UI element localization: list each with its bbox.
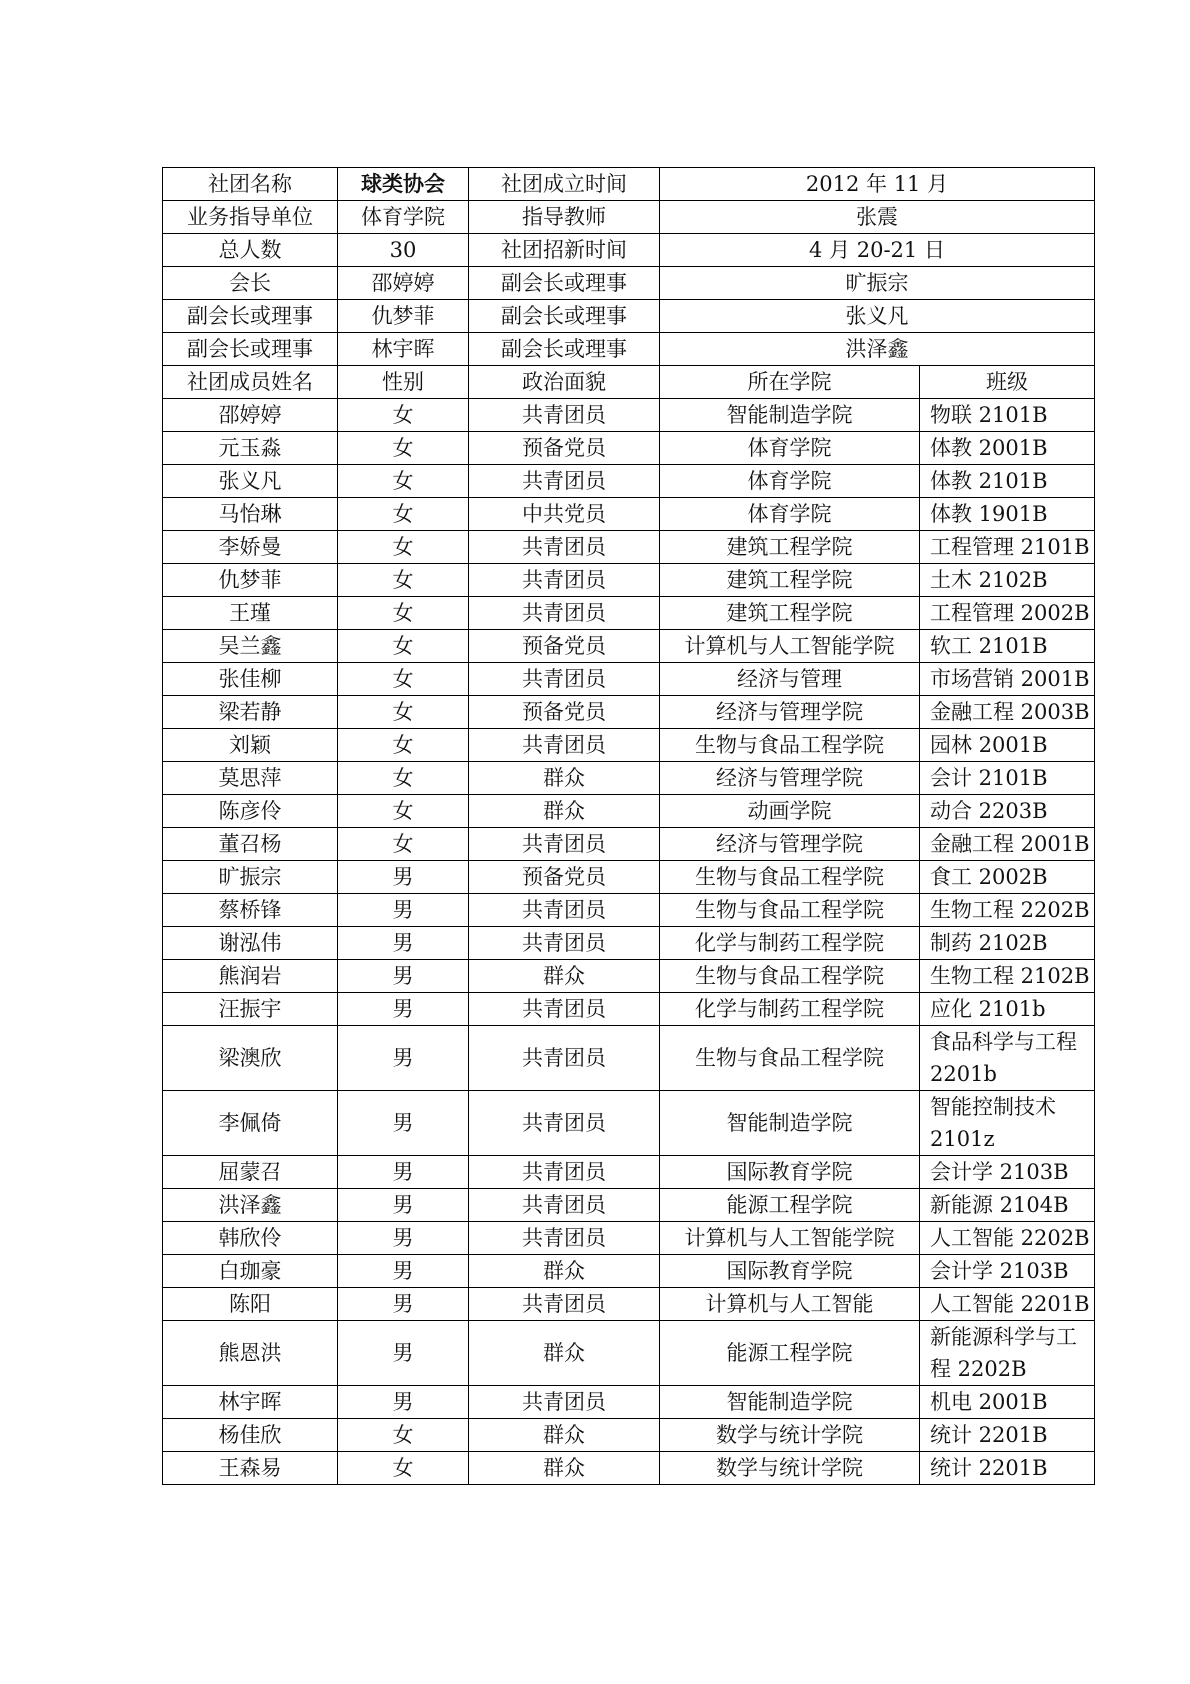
cell-gender: 女	[338, 1419, 469, 1452]
value-founded: 2012 年 11 月	[660, 168, 1095, 201]
info-row-club-name	[163, 168, 1095, 201]
cell-class: 新能源科学与工程 2202B	[920, 1321, 1095, 1386]
cell-name: 元玉淼	[163, 432, 338, 465]
cell-name: 董召杨	[163, 828, 338, 861]
cell-college: 国际教育学院	[660, 1255, 920, 1288]
cell-name: 邵婷婷	[163, 399, 338, 432]
cell-politics: 共青团员	[469, 663, 660, 696]
member-header-row	[163, 366, 1095, 399]
cell-class: 金融工程 2001B	[920, 828, 1095, 861]
info-row-unit	[163, 201, 1095, 234]
table-row	[163, 828, 1095, 861]
cell-name: 刘颖	[163, 729, 338, 762]
cell-college: 经济与管理学院	[660, 828, 920, 861]
cell-politics: 预备党员	[469, 432, 660, 465]
cell-college: 化学与制药工程学院	[660, 927, 920, 960]
label-vice-president: 副会长或理事	[469, 333, 660, 366]
cell-politics: 共青团员	[469, 1189, 660, 1222]
cell-name: 旷振宗	[163, 861, 338, 894]
table-row	[163, 696, 1095, 729]
table-row	[163, 564, 1095, 597]
value-vice-president: 旷振宗	[660, 267, 1095, 300]
cell-name: 梁若静	[163, 696, 338, 729]
cell-class: 会计学 2103B	[920, 1156, 1095, 1189]
cell-class: 智能控制技术 2101z	[920, 1091, 1095, 1156]
cell-politics: 预备党员	[469, 861, 660, 894]
cell-politics: 群众	[469, 1255, 660, 1288]
cell-politics: 共青团员	[469, 399, 660, 432]
column-header-politics: 政治面貌	[469, 366, 660, 399]
cell-politics: 共青团员	[469, 597, 660, 630]
cell-class: 金融工程 2003B	[920, 696, 1095, 729]
cell-gender: 女	[338, 729, 469, 762]
cell-class: 食工 2002B	[920, 861, 1095, 894]
cell-college: 经济与管理学院	[660, 696, 920, 729]
table-row	[163, 1189, 1095, 1222]
table-row	[163, 1091, 1095, 1156]
cell-politics: 共青团员	[469, 927, 660, 960]
table-row	[163, 960, 1095, 993]
table-row	[163, 663, 1095, 696]
cell-name: 杨佳欣	[163, 1419, 338, 1452]
cell-college: 动画学院	[660, 795, 920, 828]
cell-gender: 男	[338, 993, 469, 1026]
table-row	[163, 762, 1095, 795]
cell-gender: 女	[338, 630, 469, 663]
label-founded: 社团成立时间	[469, 168, 660, 201]
cell-name: 汪振宇	[163, 993, 338, 1026]
cell-gender: 女	[338, 465, 469, 498]
value-president: 邵婷婷	[338, 267, 469, 300]
cell-college: 计算机与人工智能	[660, 1288, 920, 1321]
cell-name: 仇梦菲	[163, 564, 338, 597]
cell-politics: 共青团员	[469, 1156, 660, 1189]
cell-gender: 男	[338, 1321, 469, 1386]
cell-class: 生物工程 2202B	[920, 894, 1095, 927]
cell-class: 土木 2102B	[920, 564, 1095, 597]
cell-politics: 群众	[469, 960, 660, 993]
cell-class: 机电 2001B	[920, 1386, 1095, 1419]
cell-class: 市场营销 2001B	[920, 663, 1095, 696]
table-row	[163, 1419, 1095, 1452]
table-row	[163, 1288, 1095, 1321]
value-total-members: 30	[338, 234, 469, 267]
cell-gender: 女	[338, 432, 469, 465]
label-vice-president: 副会长或理事	[163, 333, 338, 366]
cell-name: 李佩倚	[163, 1091, 338, 1156]
cell-college: 国际教育学院	[660, 1156, 920, 1189]
cell-politics: 群众	[469, 795, 660, 828]
value-vice-right: 洪泽鑫	[660, 333, 1095, 366]
cell-college: 智能制造学院	[660, 1386, 920, 1419]
value-vice-right: 张义凡	[660, 300, 1095, 333]
cell-college: 数学与统计学院	[660, 1419, 920, 1452]
cell-college: 能源工程学院	[660, 1321, 920, 1386]
value-advisor: 张震	[660, 201, 1095, 234]
info-row-president	[163, 267, 1095, 300]
cell-college: 经济与管理	[660, 663, 920, 696]
table-row	[163, 1222, 1095, 1255]
cell-name: 谢泓伟	[163, 927, 338, 960]
cell-name: 林宇晖	[163, 1386, 338, 1419]
cell-class: 统计 2201B	[920, 1419, 1095, 1452]
cell-name: 韩欣伶	[163, 1222, 338, 1255]
cell-gender: 男	[338, 1091, 469, 1156]
cell-college: 生物与食品工程学院	[660, 729, 920, 762]
cell-politics: 共青团员	[469, 1026, 660, 1091]
cell-politics: 中共党员	[469, 498, 660, 531]
cell-gender: 女	[338, 1452, 469, 1485]
cell-name: 李娇曼	[163, 531, 338, 564]
cell-class: 工程管理 2002B	[920, 597, 1095, 630]
cell-name: 蔡桥锋	[163, 894, 338, 927]
cell-politics: 共青团员	[469, 1386, 660, 1419]
cell-class: 体教 2001B	[920, 432, 1095, 465]
cell-name: 屈蒙召	[163, 1156, 338, 1189]
value-guidance-unit: 体育学院	[338, 201, 469, 234]
cell-politics: 共青团员	[469, 531, 660, 564]
cell-gender: 女	[338, 564, 469, 597]
cell-gender: 女	[338, 795, 469, 828]
cell-class: 制药 2102B	[920, 927, 1095, 960]
cell-name: 梁澳欣	[163, 1026, 338, 1091]
cell-gender: 女	[338, 696, 469, 729]
info-row-vice-2	[163, 333, 1095, 366]
cell-gender: 男	[338, 1189, 469, 1222]
table-row	[163, 894, 1095, 927]
cell-gender: 女	[338, 531, 469, 564]
cell-college: 经济与管理学院	[660, 762, 920, 795]
cell-politics: 共青团员	[469, 993, 660, 1026]
cell-politics: 共青团员	[469, 564, 660, 597]
cell-class: 物联 2101B	[920, 399, 1095, 432]
label-club-name: 社团名称	[163, 168, 338, 201]
cell-college: 生物与食品工程学院	[660, 861, 920, 894]
column-header-gender: 性别	[338, 366, 469, 399]
cell-class: 新能源 2104B	[920, 1189, 1095, 1222]
cell-college: 建筑工程学院	[660, 531, 920, 564]
cell-politics: 共青团员	[469, 465, 660, 498]
table-row	[163, 1026, 1095, 1091]
table-row	[163, 1321, 1095, 1386]
cell-gender: 女	[338, 828, 469, 861]
table-row	[163, 1255, 1095, 1288]
value-vice-left: 林宇晖	[338, 333, 469, 366]
cell-gender: 女	[338, 597, 469, 630]
cell-name: 吴兰鑫	[163, 630, 338, 663]
cell-college: 体育学院	[660, 498, 920, 531]
cell-college: 智能制造学院	[660, 399, 920, 432]
label-vice-president: 副会长或理事	[469, 300, 660, 333]
cell-gender: 女	[338, 663, 469, 696]
cell-class: 工程管理 2101B	[920, 531, 1095, 564]
cell-name: 王瑾	[163, 597, 338, 630]
cell-gender: 男	[338, 861, 469, 894]
cell-politics: 群众	[469, 1419, 660, 1452]
label-advisor: 指导教师	[469, 201, 660, 234]
cell-class: 会计 2101B	[920, 762, 1095, 795]
cell-politics: 共青团员	[469, 828, 660, 861]
cell-gender: 女	[338, 399, 469, 432]
column-header-class: 班级	[920, 366, 1095, 399]
info-row-vice-1	[163, 300, 1095, 333]
cell-class: 体教 1901B	[920, 498, 1095, 531]
table-row	[163, 993, 1095, 1026]
value-vice-left: 仇梦菲	[338, 300, 469, 333]
table-row	[163, 531, 1095, 564]
cell-politics: 预备党员	[469, 696, 660, 729]
cell-gender: 男	[338, 1026, 469, 1091]
cell-politics: 共青团员	[469, 1222, 660, 1255]
cell-name: 陈彦伶	[163, 795, 338, 828]
cell-gender: 女	[338, 762, 469, 795]
table-row	[163, 927, 1095, 960]
cell-name: 马怡琳	[163, 498, 338, 531]
value-club-name: 球类协会	[338, 168, 469, 201]
value-recruit-time: 4 月 20-21 日	[660, 234, 1095, 267]
cell-gender: 男	[338, 1156, 469, 1189]
cell-politics: 群众	[469, 1452, 660, 1485]
label-recruit-time: 社团招新时间	[469, 234, 660, 267]
cell-name: 白珈豪	[163, 1255, 338, 1288]
cell-class: 体教 2101B	[920, 465, 1095, 498]
cell-college: 智能制造学院	[660, 1091, 920, 1156]
label-vice-president: 副会长或理事	[163, 300, 338, 333]
cell-college: 能源工程学院	[660, 1189, 920, 1222]
table-row	[163, 498, 1095, 531]
table-row	[163, 465, 1095, 498]
label-vice-president: 副会长或理事	[469, 267, 660, 300]
label-president: 会长	[163, 267, 338, 300]
cell-politics: 群众	[469, 1321, 660, 1386]
cell-gender: 男	[338, 894, 469, 927]
cell-class: 园林 2001B	[920, 729, 1095, 762]
cell-college: 计算机与人工智能学院	[660, 630, 920, 663]
cell-name: 莫思萍	[163, 762, 338, 795]
table-row	[163, 861, 1095, 894]
cell-name: 洪泽鑫	[163, 1189, 338, 1222]
cell-college: 计算机与人工智能学院	[660, 1222, 920, 1255]
cell-college: 生物与食品工程学院	[660, 894, 920, 927]
cell-class: 统计 2201B	[920, 1452, 1095, 1485]
info-row-total	[163, 234, 1095, 267]
cell-name: 熊润岩	[163, 960, 338, 993]
cell-gender: 男	[338, 1222, 469, 1255]
cell-gender: 男	[338, 960, 469, 993]
table-row	[163, 597, 1095, 630]
club-member-table	[162, 167, 1095, 1485]
table-row	[163, 630, 1095, 663]
cell-college: 体育学院	[660, 432, 920, 465]
cell-name: 熊恩洪	[163, 1321, 338, 1386]
column-header-name: 社团成员姓名	[163, 366, 338, 399]
table-row	[163, 399, 1095, 432]
cell-college: 化学与制药工程学院	[660, 993, 920, 1026]
cell-class: 会计学 2103B	[920, 1255, 1095, 1288]
cell-politics: 共青团员	[469, 1288, 660, 1321]
column-header-college: 所在学院	[660, 366, 920, 399]
cell-college: 建筑工程学院	[660, 597, 920, 630]
cell-class: 人工智能 2202B	[920, 1222, 1095, 1255]
cell-college: 数学与统计学院	[660, 1452, 920, 1485]
table-row	[163, 795, 1095, 828]
cell-gender: 男	[338, 1386, 469, 1419]
label-guidance-unit: 业务指导单位	[163, 201, 338, 234]
cell-politics: 共青团员	[469, 894, 660, 927]
cell-class: 人工智能 2201B	[920, 1288, 1095, 1321]
cell-class: 软工 2101B	[920, 630, 1095, 663]
cell-class: 动合 2203B	[920, 795, 1095, 828]
table-row	[163, 1386, 1095, 1419]
table-row	[163, 729, 1095, 762]
cell-name: 陈阳	[163, 1288, 338, 1321]
cell-politics: 群众	[469, 762, 660, 795]
cell-name: 张义凡	[163, 465, 338, 498]
cell-politics: 共青团员	[469, 1091, 660, 1156]
cell-politics: 共青团员	[469, 729, 660, 762]
cell-gender: 男	[338, 1255, 469, 1288]
cell-college: 生物与食品工程学院	[660, 960, 920, 993]
cell-gender: 女	[338, 498, 469, 531]
cell-name: 王森易	[163, 1452, 338, 1485]
cell-gender: 男	[338, 1288, 469, 1321]
cell-college: 建筑工程学院	[660, 564, 920, 597]
cell-class: 生物工程 2102B	[920, 960, 1095, 993]
cell-class: 食品科学与工程 2201b	[920, 1026, 1095, 1091]
cell-politics: 预备党员	[469, 630, 660, 663]
cell-college: 体育学院	[660, 465, 920, 498]
cell-gender: 男	[338, 927, 469, 960]
cell-name: 张佳柳	[163, 663, 338, 696]
table-row	[163, 1156, 1095, 1189]
table-row	[163, 432, 1095, 465]
cell-class: 应化 2101b	[920, 993, 1095, 1026]
cell-college: 生物与食品工程学院	[660, 1026, 920, 1091]
table-row	[163, 1452, 1095, 1485]
label-total-members: 总人数	[163, 234, 338, 267]
